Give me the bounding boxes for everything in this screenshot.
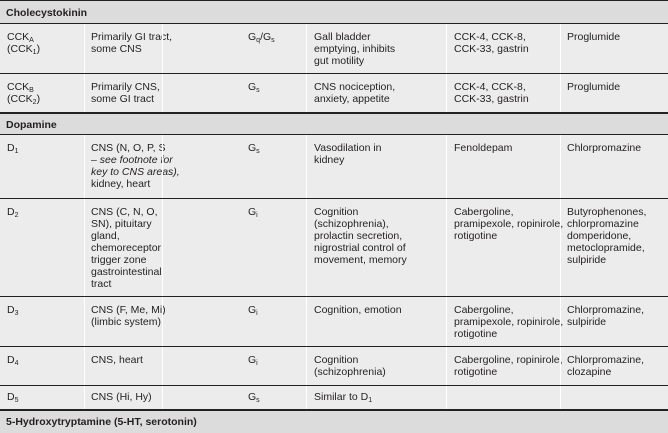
- function-cell: Cognition (schizophrenia), prolactin secretion, nigrostrial control of movement, memory: [306, 199, 446, 296]
- function-cell: Cognition, emotion: [306, 297, 446, 346]
- section-header-dopamine: [0, 113, 668, 135]
- receptor-cell: $D_2$: [7, 206, 19, 219]
- antagonist-cell: Chlorpromazine: [560, 135, 668, 198]
- receptor-cell: $D_5$: [7, 391, 19, 404]
- function-cell: Similar to $D_1$: [306, 386, 446, 409]
- table-row-ccka: [0, 24, 668, 74]
- distribution-cell: Primarily CNS, some GI tract: [84, 74, 228, 112]
- table-row-d2: [0, 199, 668, 297]
- function-cell: Gall bladder emptying, inhibits gut motility: [306, 24, 446, 73]
- gprotein-cell: $G_i$: [162, 347, 306, 385]
- agonist-cell: Cabergoline, pramipexole, ropinirole, rotigotine: [446, 199, 560, 296]
- distribution-cell: CNS (F, Me, Mi) (limbic system): [84, 297, 228, 346]
- agonist-cell: CCK-4, CCK-8, CCK-33, gastrin: [446, 74, 560, 112]
- receptor-cell: $D_3$: [7, 304, 19, 317]
- distribution-cell: CNS (Hi, Hy): [84, 386, 228, 409]
- agonist-cell: [446, 386, 560, 409]
- section-title: 5-Hydroxytryptamine (5-HT, serotonin): [6, 416, 197, 428]
- gprotein-cell: $G_s$: [162, 135, 306, 198]
- antagonist-cell: Chlorpromazine, sulpiride: [560, 297, 668, 346]
- distribution-cell: CNS (N, O, P, S – see footnote for key to CNS areas), kidney, heart: [84, 135, 228, 198]
- receptor-cell: $D_4$: [7, 354, 19, 367]
- table-row-d4: [0, 347, 668, 386]
- agonist-cell: Fenoldepam: [446, 135, 560, 198]
- table-row-d3: [0, 297, 668, 347]
- table-row-d5: [0, 386, 668, 410]
- receptor-cell: $CCK_A$ $(CCK_1)$: [7, 31, 41, 56]
- gprotein-cell: $G_s$: [162, 74, 306, 112]
- agonist-cell: Cabergoline, ropinirole, rotigotine: [446, 347, 560, 385]
- agonist-cell: CCK-4, CCK-8, CCK-33, gastrin: [446, 24, 560, 73]
- section-title: Cholecystokinin: [6, 7, 88, 19]
- antagonist-cell: [560, 386, 668, 409]
- function-cell: Cognition (schizophrenia): [306, 347, 446, 385]
- agonist-cell: Cabergoline, pramipexole, ropinirole, rotigotine: [446, 297, 560, 346]
- table-row-cckb: [0, 74, 668, 113]
- gprotein-cell: $G_q/G_s$: [162, 24, 306, 73]
- function-cell: Vasodilation in kidney: [306, 135, 446, 198]
- distribution-cell: Primarily GI tract, some CNS: [84, 24, 228, 73]
- function-cell: CNS nociception, anxiety, appetite: [306, 74, 446, 112]
- antagonist-cell: Proglumide: [560, 74, 668, 112]
- antagonist-cell: Chlorpromazine, clozapine: [560, 347, 668, 385]
- distribution-cell: CNS (C, N, O, SN), pituitary gland, chemoreceptor trigger zone gastrointestinal tract: [84, 199, 228, 296]
- receptor-cell: $CCK_B$ $(CCK_2)$: [7, 81, 41, 106]
- section-title: Dopamine: [6, 119, 57, 131]
- section-header-cholecystokinin: [0, 0, 668, 24]
- gprotein-cell: $G_i$: [162, 199, 306, 296]
- table-row-d1: [0, 135, 668, 199]
- distribution-cell: CNS, heart: [84, 347, 228, 385]
- antagonist-cell: Proglumide: [560, 24, 668, 73]
- receptor-cell: $D_1$: [7, 142, 19, 155]
- antagonist-cell: Butyrophenones, chlorpromazine domperidone, metoclopramide, sulpiride: [560, 199, 668, 296]
- section-header-serotonin: [0, 410, 668, 433]
- gprotein-cell: $G_s$: [162, 386, 306, 409]
- gprotein-cell: $G_i$: [162, 297, 306, 346]
